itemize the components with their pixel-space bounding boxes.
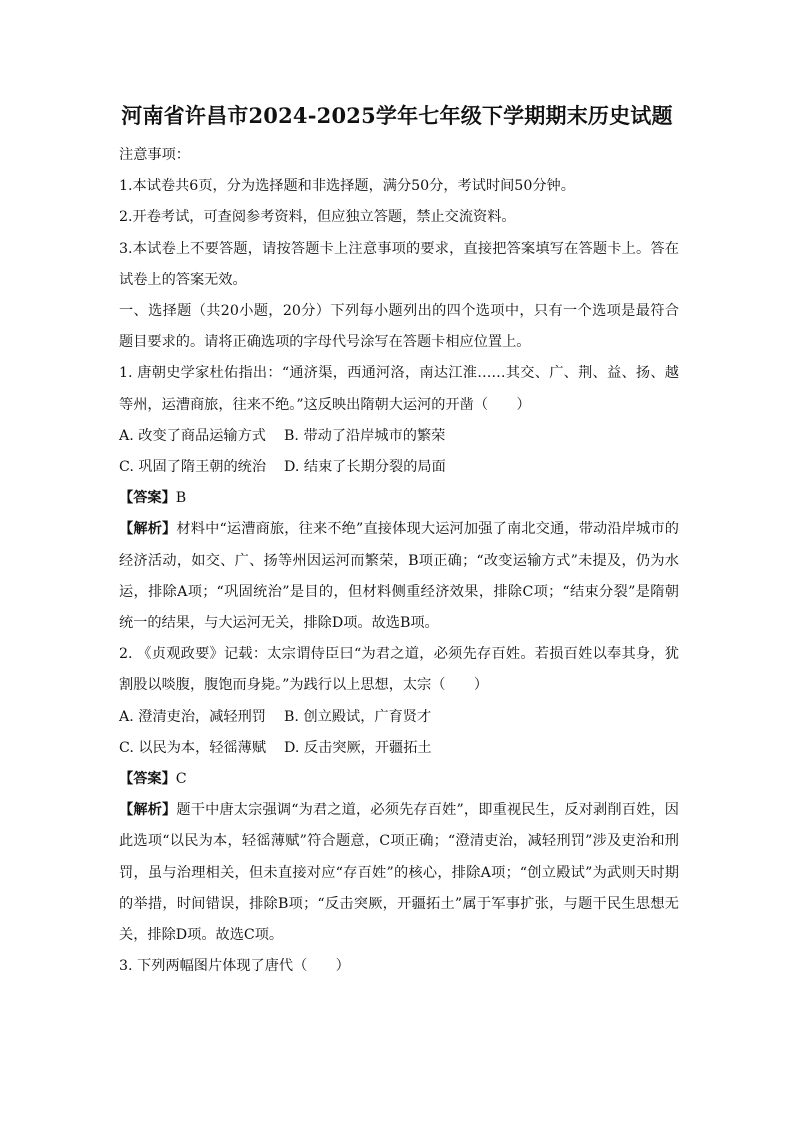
- question-2-options-row-1: [119, 702, 679, 733]
- notice-item-3: 3.本试卷上不要答题，请按答题卡上注意事项的要求，直接把答案填写在答题卡上。答在试卷上的答案无效。: [119, 240, 679, 288]
- notice-item-2: 2.开卷考试，可查阅参考资料，但应独立答题，禁止交流资料。: [119, 209, 516, 226]
- question-2-option-c: C. 以民为本，轻徭薄赋: [119, 739, 267, 756]
- question-2-answer: [119, 764, 679, 795]
- question-1-options-row-2: [119, 452, 679, 483]
- section-heading: 一、选择题（共20小题，20分）下列每小题列出的四个选项中，只有一个选项是最符合题目要求的。请将正确选项的字母代号涂写在答题卡相应位置上。: [119, 303, 679, 351]
- question-2-option-b: B. 创立殿试，广育贤才: [284, 708, 432, 725]
- question-1-answer: [119, 483, 679, 514]
- question-1-stem: 1. 唐朝史学家杜佑指出：“通济渠，西通河洛，南达江淮……其交、广、荆、益、扬、越等州，运漕商旅，往来不绝。”这反映出隋朝大运河的开凿（ ）: [119, 365, 679, 413]
- exam-content: [119, 140, 679, 982]
- notice-item-1: 1.本试卷共6页，分为选择题和非选择题，满分50分，考试时间50分钟。: [119, 178, 575, 195]
- question-2-stem: 2. 《贞观政要》记载：太宗谓侍臣曰“为君之道，必须先存百姓。若损百姓以奉其身，犹割股以啖腹，腹饱而身毙。”为践行以上思想，太宗（ ）: [119, 646, 679, 694]
- analysis-label: 【解析】: [119, 521, 177, 538]
- question-1-option-c: C. 巩固了隋王朝的统治: [119, 459, 267, 476]
- analysis-text: 题干中唐太宗强调“为君之道，必须先存百姓”，即重视民生，反对剥削百姓，因此选项“以民为本，轻徭薄赋”符合题意，C项正确；“澄清吏治，减轻刑罚”涉及吏治和刑罚，虽与治理相关，但未直接对应“存百姓”的核心，排除A项；“创立殿试”为武则天时期的举措，时间错误，排除B项；“反击突厥，开疆拓土”属于军事扩张，与题干民生思想无关，排除D项。故选C项。: [119, 802, 679, 944]
- analysis-label: 【解析】: [119, 802, 177, 819]
- question-2-option-a: A. 澄清吏治，减轻刑罚: [119, 708, 266, 725]
- question-2-analysis: [119, 795, 679, 951]
- question-1-analysis: [119, 514, 679, 639]
- answer-label: 【答案】: [119, 771, 176, 788]
- question-1-option-b: B. 带动了沿岸城市的繁荣: [284, 427, 446, 444]
- answer-value: C: [175, 771, 187, 788]
- answer-value: B: [175, 490, 187, 507]
- analysis-text: 材料中“运漕商旅，往来不绝”直接体现大运河加强了南北交通，带动沿岸城市的经济活动，如交、广、扬等州因运河而繁荣，B项正确；“改变运输方式”未提及，仍为水运，排除A项；“巩固统治”是目的，但材料侧重经济效果，排除C项；“结束分裂”是隋朝统一的结果，与大运河无关，排除D项。故选B项。: [119, 521, 679, 632]
- question-2-options-row-2: [119, 733, 679, 764]
- question-1-options-row-1: [119, 421, 679, 452]
- question-1-option-d: D. 结束了长期分裂的局面: [284, 459, 446, 476]
- page-title: 河南省许昌市2024-2025学年七年级下学期期末历史试题: [121, 103, 673, 128]
- answer-label: 【答案】: [119, 490, 176, 507]
- question-1-option-a: A. 改变了商品运输方式: [119, 427, 266, 444]
- notice-heading: 注意事项：: [119, 147, 190, 163]
- question-2-option-d: D. 反击突厥，开疆拓土: [284, 739, 432, 756]
- question-3-stem: 3. 下列两幅图片体现了唐代（ ）: [119, 958, 350, 975]
